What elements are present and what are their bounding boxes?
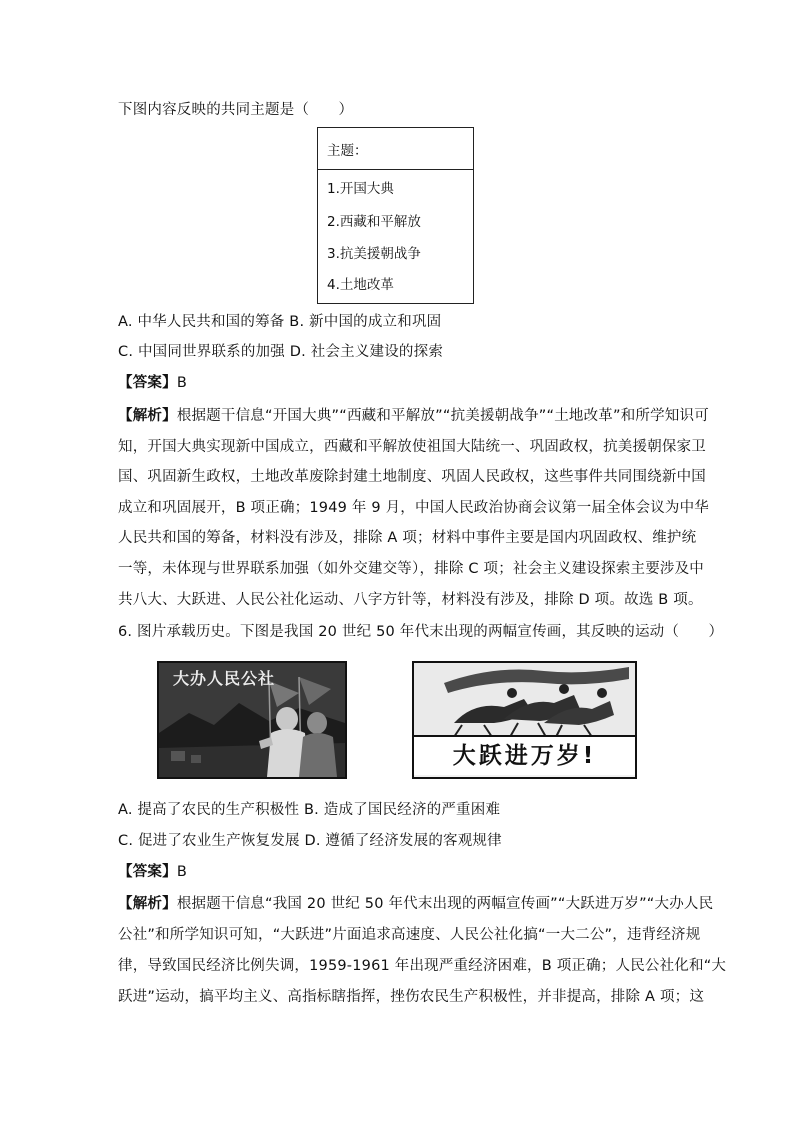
poster-great-leap-forward: [412, 661, 637, 779]
q5-answer-value: B: [176, 375, 187, 391]
q6-analysis-tag: 【解析】: [118, 896, 177, 912]
theme-item-4: 4.土地改革: [327, 277, 394, 293]
q6-analysis-line-1: [118, 894, 713, 914]
q6-analysis-text-1: 根据题干信息“我国 20 世纪 50 年代末出现的两幅宣传画”“大跃进万岁”“大办人民: [176, 896, 714, 912]
q6-answer-tag: 【答案】: [118, 864, 177, 880]
q5-options-ab: A. 中华人民共和国的筹备 B. 新中国的成立和巩固: [118, 314, 442, 330]
theme-table-header: 主题：: [318, 128, 473, 170]
q5-stem: 下图内容反映的共同主题是（ ）: [118, 102, 354, 118]
q5-analysis-line-5: 人民共和国的筹备，材料没有涉及，排除 A 项；材料中事件主要是国内巩固政权、维护统: [118, 530, 697, 546]
theme-item-3: 3.抗美援朝战争: [327, 246, 421, 262]
poster-right-illustration: [414, 663, 635, 739]
q5-answer: [118, 373, 187, 393]
q6-options-cd: C. 促进了农业生产恢复发展 D. 遵循了经济发展的客观规律: [118, 833, 502, 849]
q6-answer-value: B: [176, 864, 187, 880]
poster-right-slogan: 大跃进万岁!: [414, 735, 635, 775]
q5-analysis-text-1: 根据题干信息“开国大典”“西藏和平解放”“抗美援朝战争”“土地改革”和所学知识可: [176, 408, 709, 424]
q6-stem: 6. 图片承载历史。下图是我国 20 世纪 50 年代末出现的两幅宣传画，其反映的运动（ ）: [118, 624, 724, 640]
q5-analysis-tag: 【解析】: [118, 408, 177, 424]
q5-options-cd: C. 中国同世界联系的加强 D. 社会主义建设的探索: [118, 344, 444, 360]
q5-analysis-line-3: 国、巩固新生政权，土地改革废除封建土地制度、巩固人民政权，这些事件共同围绕新中国: [118, 469, 706, 485]
q5-analysis-line-1: [118, 406, 709, 426]
poster-left-title: 大办人民公社: [173, 669, 276, 688]
q6-analysis-line-3: 律，导致国民经济比例失调，1959-1961 年出现严重经济困难，B 项正确；人民公社化和“大: [118, 958, 727, 974]
q5-answer-tag: 【答案】: [118, 375, 177, 391]
q6-options-ab: A. 提高了农民的生产积极性 B. 造成了国民经济的严重困难: [118, 802, 501, 818]
q5-analysis-line-4: 成立和巩固展开，B 项正确；1949 年 9 月，中国人民政治协商会议第一届全体会议为中华: [118, 500, 710, 516]
q6-answer: [118, 862, 187, 882]
poster-people-commune: [157, 661, 347, 779]
theme-item-2: 2.西藏和平解放: [327, 214, 421, 230]
q5-analysis-line-7: 共八大、大跃进、人民公社化运动、八字方针等，材料没有涉及，排除 D 项。故选 B 项。: [118, 592, 703, 608]
q5-analysis-line-6: 一等，未体现与世界联系加强（如外交建交等），排除 C 项；社会主义建设探索主要涉及中: [118, 561, 704, 577]
q6-analysis-line-4: 跃进”运动，搞平均主义、高指标瞎指挥，挫伤农民生产积极性，并非提高，排除 A 项；这: [118, 989, 705, 1005]
q6-analysis-line-2: 公社”和所学知识可知，“大跃进”片面追求高速度、人民公社化搞“一大二公”，违背经济规: [118, 927, 701, 943]
theme-table: [317, 127, 474, 304]
theme-item-1: 1.开国大典: [327, 181, 394, 197]
q5-analysis-line-2: 知，开国大典实现新中国成立，西藏和平解放使祖国大陆统一、巩固政权，抗美援朝保家卫: [118, 439, 706, 455]
